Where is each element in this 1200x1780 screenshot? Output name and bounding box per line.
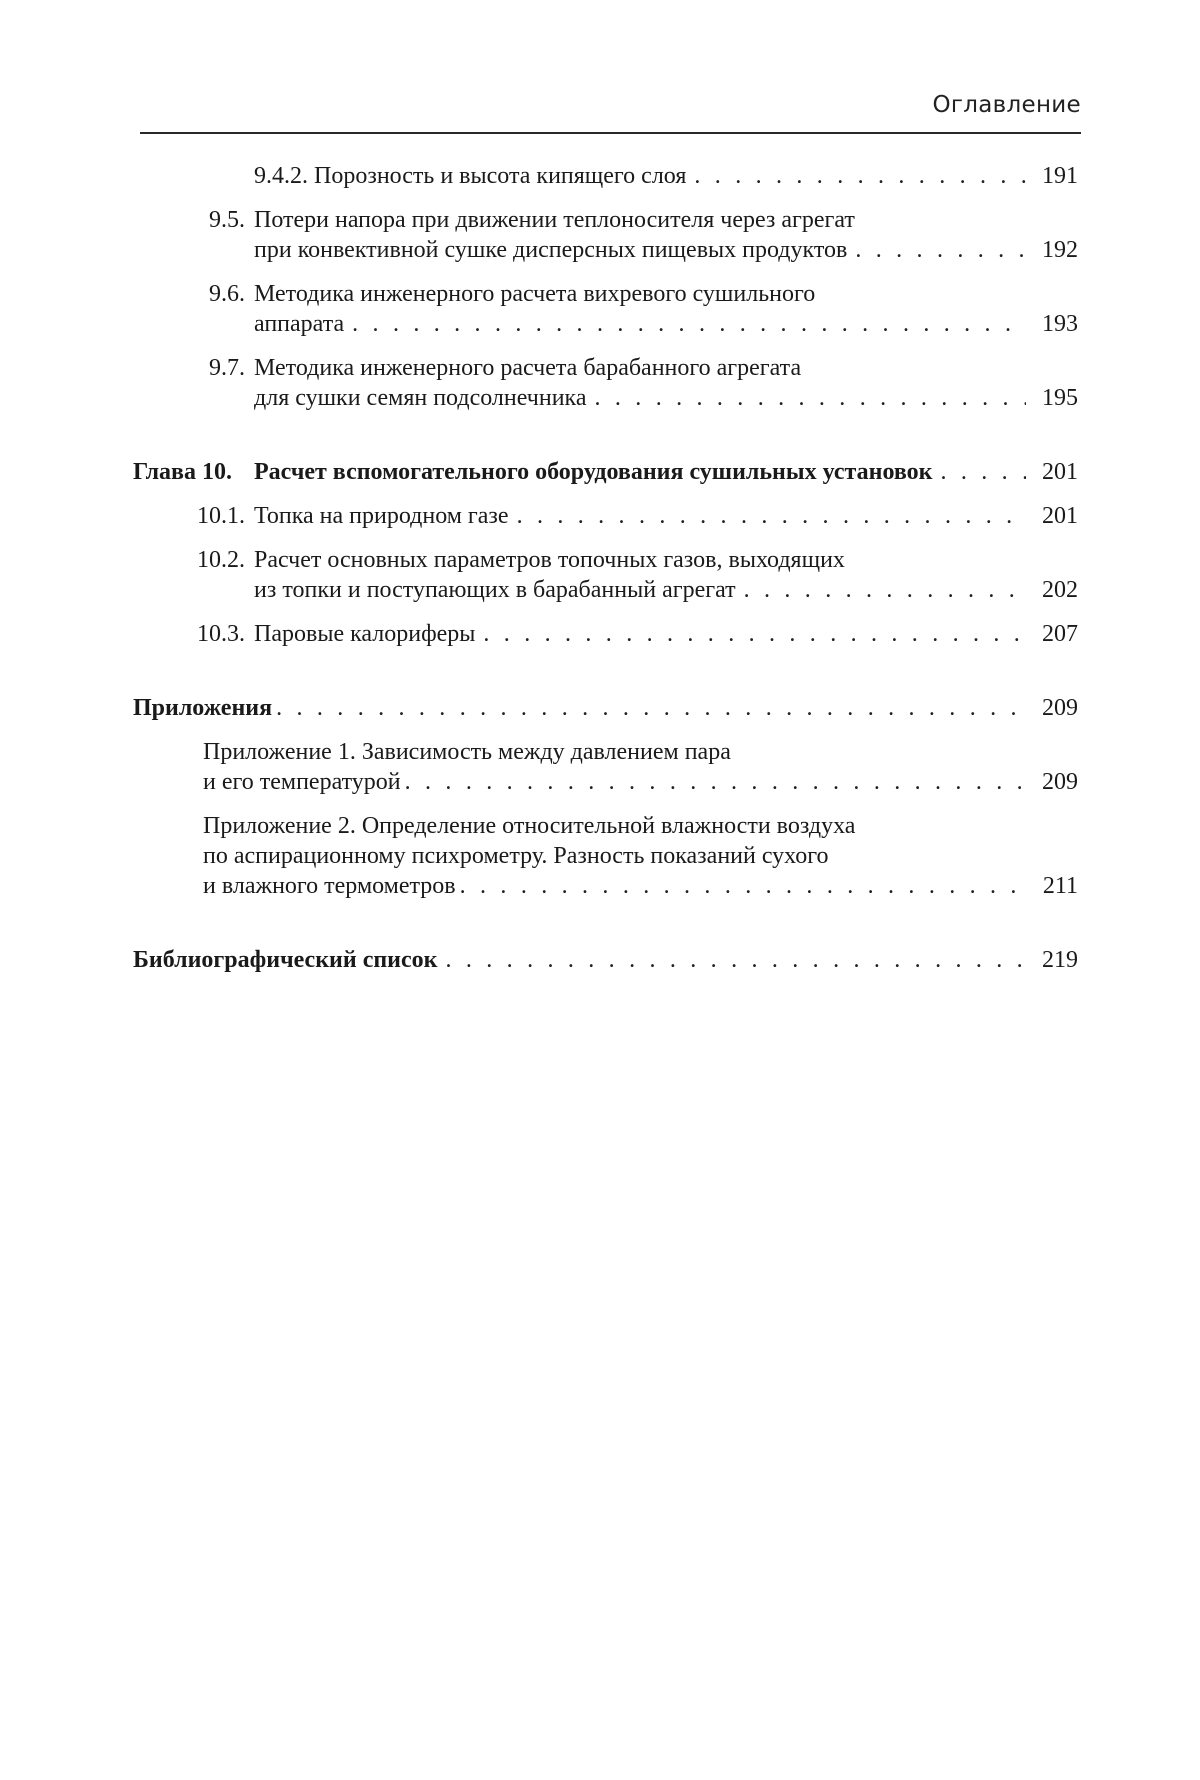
page-number: 219: [1042, 947, 1078, 973]
toc-appendices[interactable]: [133, 693, 1078, 723]
dot-leader: [460, 871, 1026, 901]
dot-leader: [405, 767, 1026, 797]
page-number: 202: [1042, 577, 1078, 603]
toc-entry-9-6[interactable]: [133, 279, 1078, 339]
toc-entry-9-4-2[interactable]: [133, 161, 1078, 191]
toc-entry-10-1[interactable]: [133, 501, 1078, 531]
entry-title: Методика инженерного расчета вихревого сушильного: [254, 281, 816, 307]
chapter-title: Расчет вспомогательного оборудования сушильных установок: [254, 459, 933, 485]
dot-leader: [352, 309, 1026, 339]
toc-bibliography[interactable]: [133, 945, 1078, 975]
header-rule: [140, 132, 1081, 134]
running-title: Оглавление: [932, 92, 1081, 118]
entry-title-cont: по аспирационному психрометру. Разность показаний сухого: [203, 843, 829, 869]
dot-leader: [694, 161, 1026, 191]
toc-entry-9-7[interactable]: [133, 353, 1078, 413]
dot-leader: [940, 457, 1026, 487]
toc-appendix-2[interactable]: [133, 811, 1078, 901]
page-number: 195: [1042, 385, 1078, 411]
page-number: 191: [1042, 163, 1078, 189]
dot-leader: [445, 945, 1026, 975]
toc-appendix-1[interactable]: [133, 737, 1078, 797]
toc-entry-10-2[interactable]: [133, 545, 1078, 605]
entry-title: Приложение 2. Определение относительной влажности воздуха: [203, 813, 856, 839]
entry-number: 9.6.: [209, 281, 245, 307]
entry-title: 9.4.2. Порозность и высота кипящего слоя: [254, 163, 687, 189]
dot-leader: [855, 235, 1026, 265]
entry-title-cont: аппарата: [254, 311, 345, 337]
bibliography-title: Библиографический список: [133, 947, 438, 973]
entry-title-cont: и влажного термометров: [203, 873, 456, 899]
entry-title: Расчет основных параметров топочных газов, выходящих: [254, 547, 845, 573]
entry-number: 10.3.: [197, 621, 245, 647]
page-number: 207: [1042, 621, 1078, 647]
chapter-number: Глава 10.: [133, 459, 232, 485]
entry-number: 10.1.: [197, 503, 245, 529]
entry-title-cont: для сушки семян подсолнечника: [254, 385, 587, 411]
page-number: 209: [1042, 769, 1078, 795]
entry-number: 10.2.: [197, 547, 245, 573]
page-number: 201: [1042, 503, 1078, 529]
entry-title: Приложение 1. Зависимость между давлением пара: [203, 739, 731, 765]
toc-chapter-10[interactable]: [133, 457, 1078, 487]
entry-number: 9.7.: [209, 355, 245, 381]
entry-number: 9.5.: [209, 207, 245, 233]
entry-title-cont: при конвективной сушке дисперсных пищевых продуктов: [254, 237, 848, 263]
entry-title: Паровые калориферы: [254, 621, 476, 647]
page-number: 192: [1042, 237, 1078, 263]
entry-title: Топка на природном газе: [254, 503, 509, 529]
dot-leader: [517, 501, 1026, 531]
entry-title-cont: и его температурой: [203, 769, 401, 795]
toc-entry-10-3[interactable]: [133, 619, 1078, 649]
table-of-contents: [133, 161, 1078, 975]
page-number: 211: [1042, 873, 1078, 899]
dot-leader: [595, 383, 1027, 413]
appendices-title: Приложения: [133, 695, 273, 721]
dot-leader: [744, 575, 1026, 605]
dot-leader: [483, 619, 1026, 649]
dot-leader: [276, 693, 1026, 723]
page-number: 209: [1042, 695, 1078, 721]
entry-title: Методика инженерного расчета барабанного агрегата: [254, 355, 802, 381]
page-number: 193: [1042, 311, 1078, 337]
entry-title: Потери напора при движении теплоносителя через агрегат: [254, 207, 855, 233]
entry-title-cont: из топки и поступающих в барабанный агрегат: [254, 577, 736, 603]
page-number: 201: [1042, 459, 1078, 485]
toc-entry-9-5[interactable]: [133, 205, 1078, 265]
